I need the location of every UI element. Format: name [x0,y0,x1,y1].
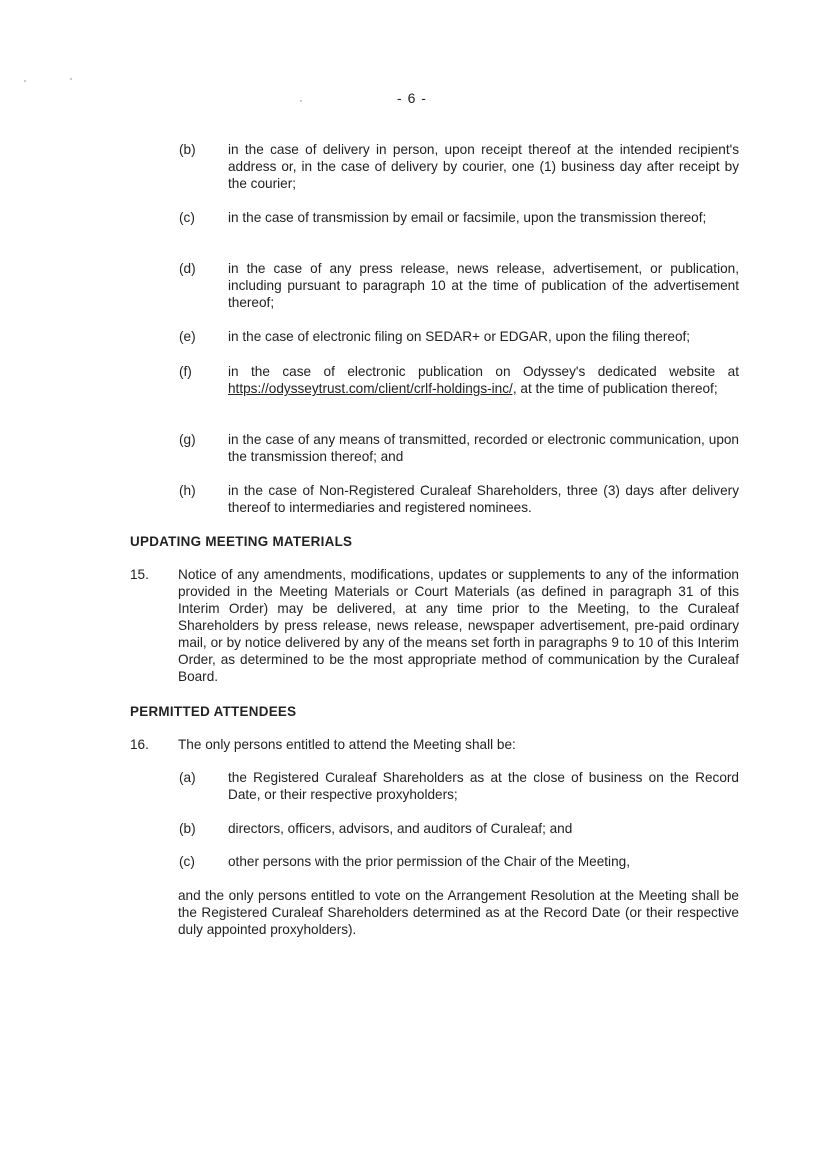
section-heading-attendees: PERMITTED ATTENDEES [130,704,297,719]
item-text [228,363,739,397]
paragraph-text: Notice of any amendments, modifications, updates or supplements to any of the information provided in the Meeting Materials or Court Materials (as defined in paragraph 31 of this Interim Order) may be delivered, at any time prior to the Meeting, to the Curaleaf Shareholders by press release, news release, newspaper advertisement, pre-paid ordinary mail, or by notice delivered by any of the means set forth in paragraphs 9 to 10 of this Interim Order, as determined to be the most appropriate method of communication by the Curaleaf Board. [178,567,739,684]
sub-item-c [179,853,739,870]
paragraph-text: The only persons entitled to attend the Meeting shall be: [178,737,516,752]
item-label: (c) [179,210,195,225]
sub-item-b [179,820,739,837]
item-text: in the case of Non-Registered Curaleaf Shareholders, three (3) days after delivery thereof to intermediaries and registered nominees. [228,483,739,515]
paragraph-number: 16. [130,737,149,752]
item-text: in the case of any means of transmitted, recorded or electronic communication, upon the transmission thereof; and [228,432,739,464]
item-label: (b) [179,142,196,157]
odyssey-website-link[interactable]: https://odysseytrust.com/client/crlf-holdings-inc/, [228,381,517,396]
item-text: other persons with the prior permission of the Chair of the Meeting, [228,854,630,869]
item-label: (a) [179,770,196,785]
item-label: (c) [179,854,195,869]
item-text: directors, officers, advisors, and auditors of Curaleaf; and [228,821,573,836]
item-text-after: at the time of publication thereof; [516,381,718,396]
list-item-c [179,209,739,226]
scan-speck [24,80,26,82]
item-label: (b) [179,821,196,836]
item-label: (e) [179,329,196,344]
paragraph-15 [130,566,739,685]
paragraph-number: 15. [130,567,149,582]
item-text: the Registered Curaleaf Shareholders as at the close of business on the Record Date, or their respective proxyholders; [228,770,739,802]
list-item-e [179,328,739,345]
page-number: - 6 - [397,90,427,106]
item-label: (d) [179,261,196,276]
section-heading-updating: UPDATING MEETING MATERIALS [130,534,353,549]
item-label: (f) [179,364,192,379]
item-label: (g) [179,432,196,447]
item-text-before: in the case of electronic publication on Odyssey's dedicated website at [228,364,739,379]
item-text: in the case of electronic filing on SEDAR+ or EDGAR, upon the filing thereof; [228,329,691,344]
closing-paragraph: and the only persons entitled to vote on the Arrangement Resolution at the Meeting shall be the Registered Curaleaf Shareholders determined as at the Record Date (or their respective duly appointed proxyholders). [178,888,739,937]
sub-item-a [179,769,739,803]
paragraph-16 [130,736,739,753]
item-text: in the case of any press release, news release, advertisement, or publication, including pursuant to paragraph 10 at the time of publication of the advertisement thereof; [228,261,739,310]
list-item-b [179,141,739,192]
list-item-f [179,363,739,397]
item-label: (h) [179,483,196,498]
item-text: in the case of transmission by email or facsimile, upon the transmission thereof; [228,210,707,225]
list-item-h [179,482,739,516]
list-item-g [179,431,739,465]
scan-speck [70,78,72,80]
list-item-d [179,260,739,311]
item-text: in the case of delivery in person, upon receipt thereof at the intended recipient's address or, in the case of delivery by courier, one (1) business day after receipt by the courier; [228,142,739,191]
